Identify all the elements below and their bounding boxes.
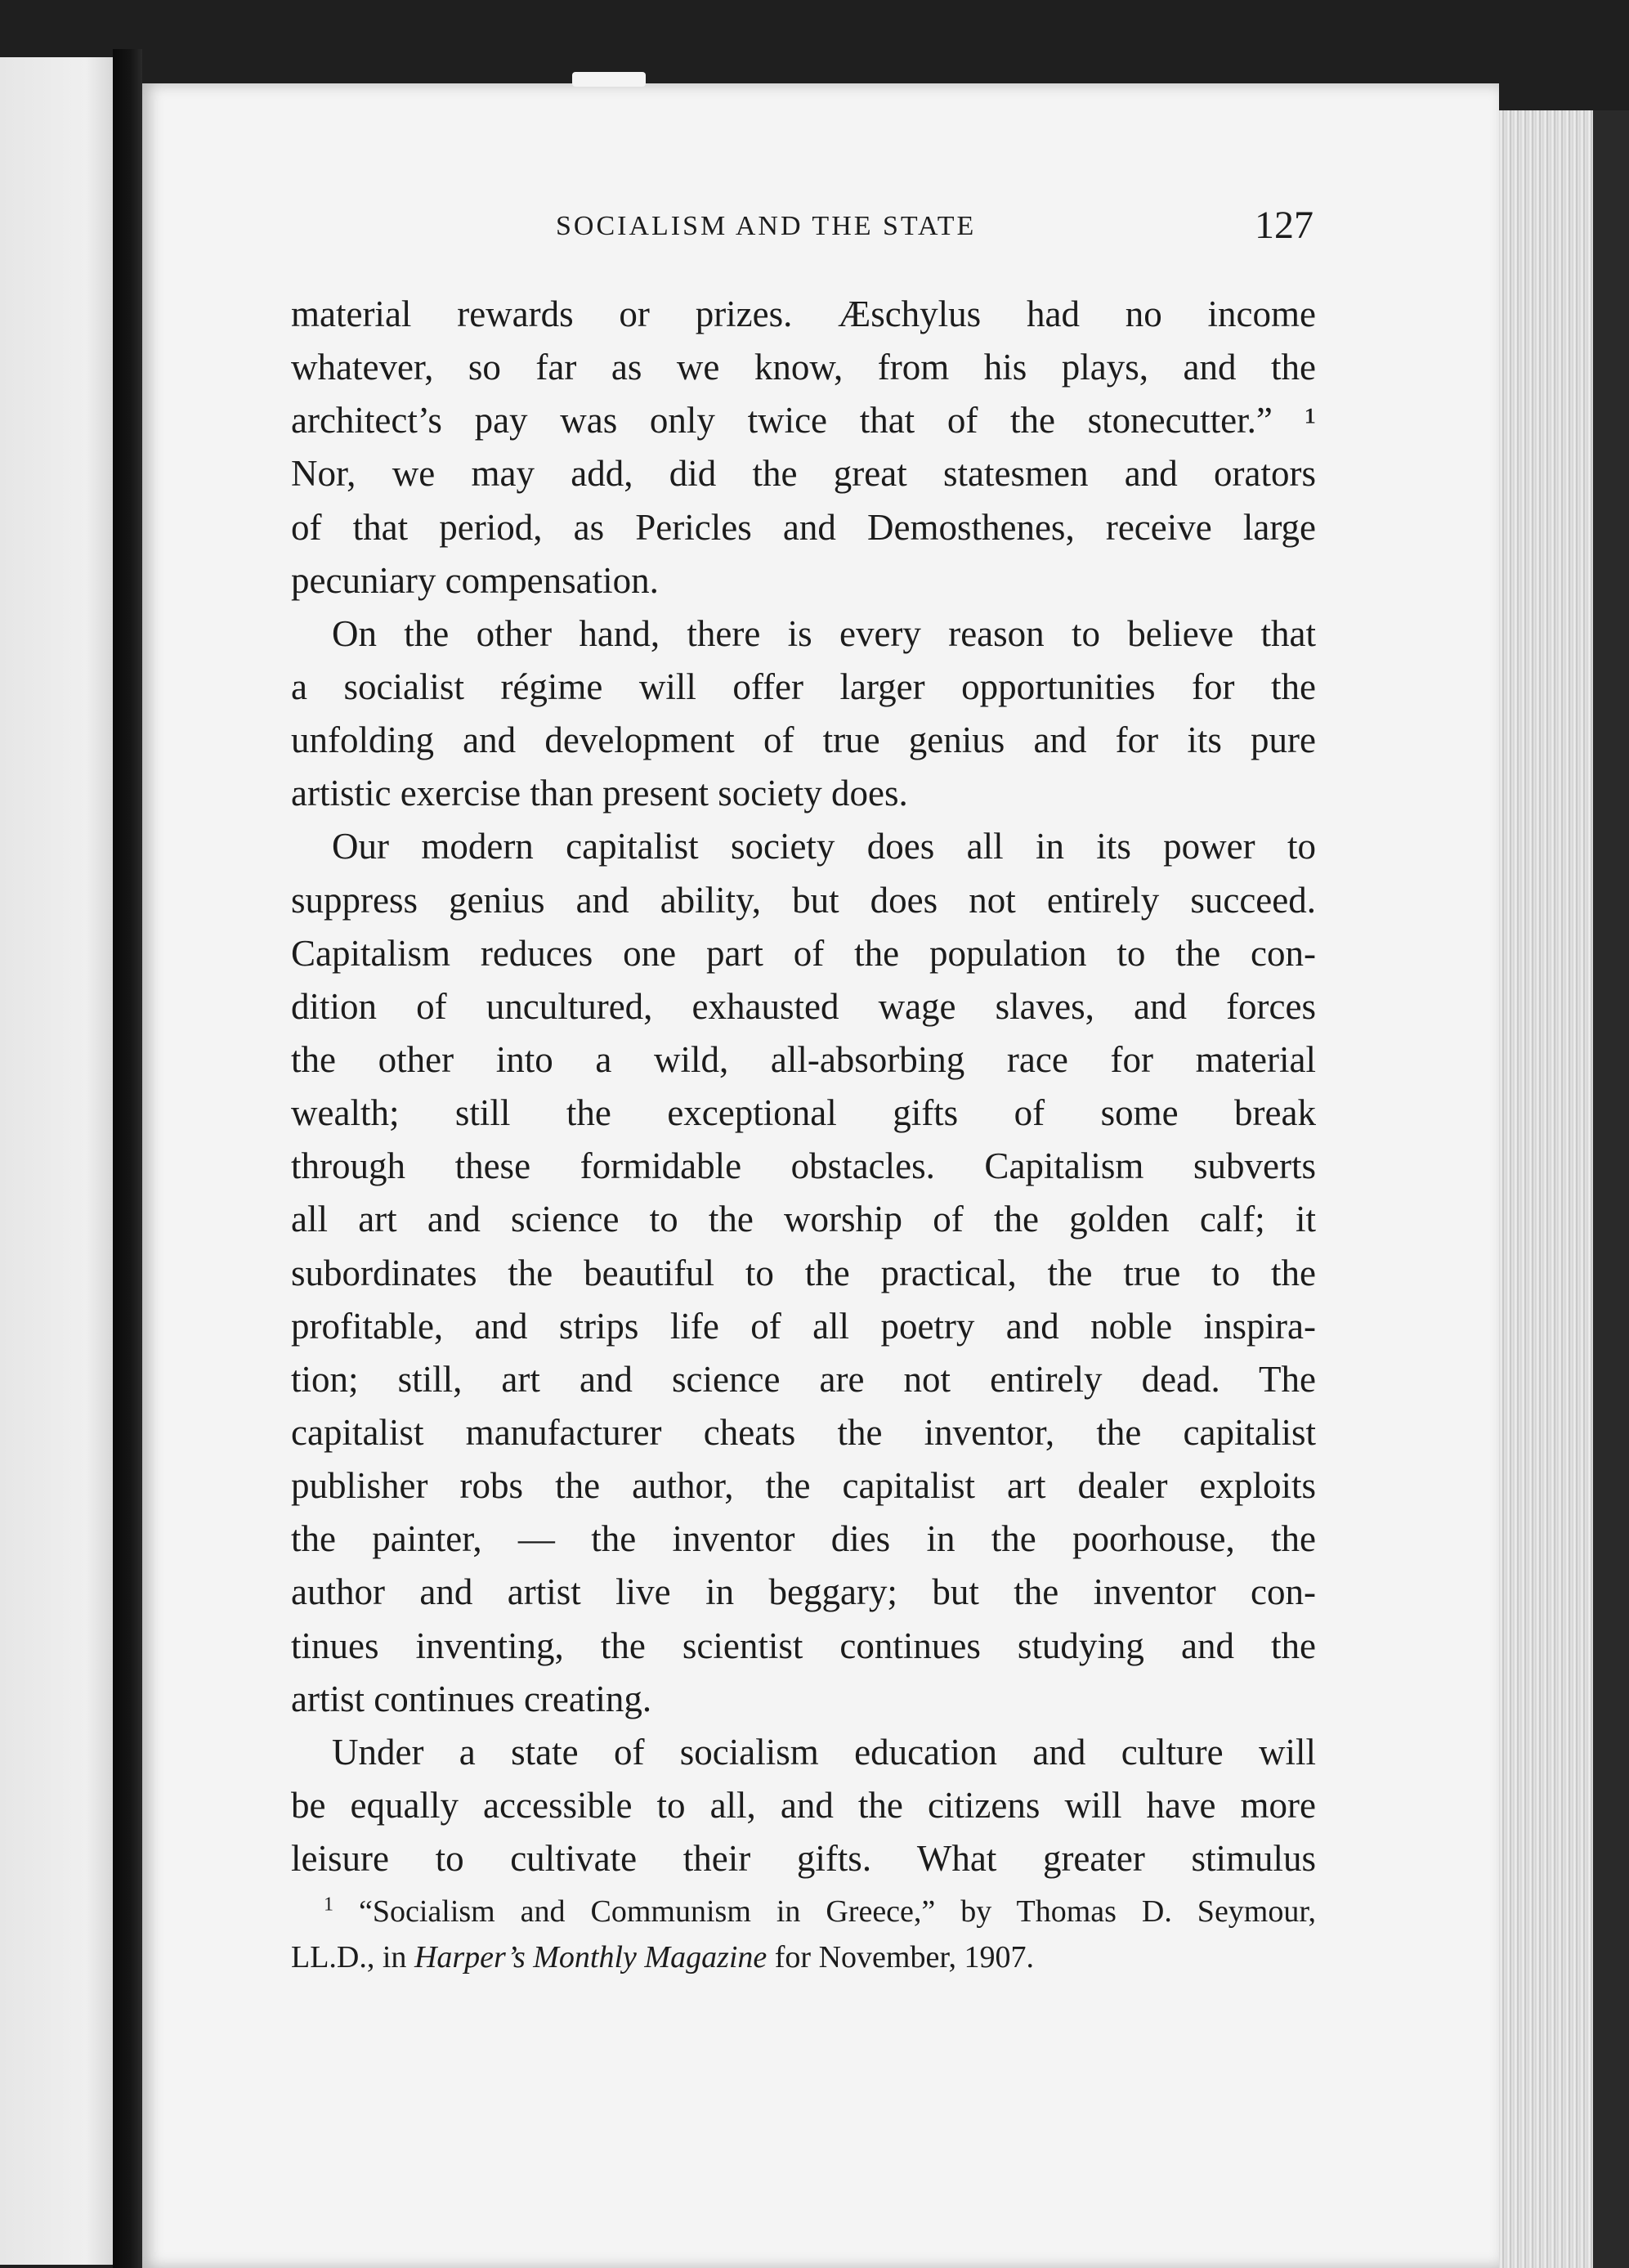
footnote-citation: “Socialism and Communism in Greece,” by Thomas D. Seymour, <box>358 1894 1316 1929</box>
text-line: Our modern capitalist society does all in its power to <box>332 826 1316 867</box>
top-page-notch <box>572 72 646 87</box>
text-line: the painter, — the inventor dies in the poorhouse, the <box>291 1518 1316 1560</box>
text-line: profitable, and strips life of all poetry and noble inspira- <box>291 1305 1316 1347</box>
text-line: pecuniary compensation. <box>291 559 659 601</box>
text-line: artistic exercise than present society does. <box>291 773 908 814</box>
text-line: author and artist live in beggary; but the inventor con- <box>291 1571 1316 1613</box>
text-line: Capitalism reduces one part of the population to the con- <box>291 932 1316 974</box>
text-line: Nor, we may add, did the great statesmen and orators <box>291 453 1316 495</box>
text-line: the other into a wild, all-absorbing race for material <box>291 1038 1316 1080</box>
text-line: dition of uncultured, exhausted wage slaves, and forces <box>291 985 1316 1027</box>
text-line: capitalist manufacturer cheats the inventor, the capitalist <box>291 1411 1316 1453</box>
text-line: suppress genius and ability, but does not entirely succeed. <box>291 879 1316 921</box>
text-line: of that period, as Pericles and Demosthenes, receive large <box>291 506 1316 548</box>
text-line: tinues inventing, the scientist continues studying and the <box>291 1625 1316 1666</box>
text-line: subordinates the beautiful to the practical, the true to the <box>291 1252 1316 1293</box>
footnote-line <box>291 1934 1316 1980</box>
text-line: unfolding and development of true genius and for its pure <box>291 719 1316 761</box>
text-line: material rewards or prizes. Æschylus had no income <box>291 294 1316 334</box>
footnote-prefix: LL.D., in <box>291 1940 414 1974</box>
running-head: SOCIALISM AND THE STATE <box>556 211 977 241</box>
text-line: be equally accessible to all, and the citizens will have more <box>291 1784 1316 1826</box>
text-line: artist continues creating. <box>291 1678 652 1719</box>
footnote-journal-title: Harper’s Monthly Magazine <box>414 1940 768 1974</box>
footnote-line <box>291 1889 1316 1934</box>
text-line: all art and science to the worship of the golden calf; it <box>291 1199 1316 1240</box>
text-line: Under a state of socialism education and culture will <box>332 1731 1316 1773</box>
page-edges-stack <box>1499 110 1593 2268</box>
body-text <box>291 288 1316 1885</box>
text-line: a socialist régime will offer larger opportunities for the <box>291 666 1316 707</box>
footnote <box>291 1889 1316 1980</box>
text-line: tion; still, art and science are not entirely dead. The <box>291 1358 1316 1400</box>
footnote-marker: 1 <box>324 1894 333 1916</box>
text-line: wealth; still the exceptional gifts of some break <box>291 1092 1316 1134</box>
facing-page-edge <box>0 57 123 2265</box>
text-line: On the other hand, there is every reason to believe that <box>332 612 1316 654</box>
right-shadow <box>1593 110 1629 2268</box>
text-line: publisher robs the author, the capitalist art dealer exploits <box>291 1465 1316 1507</box>
text-line: whatever, so far as we know, from his plays, and the <box>291 347 1316 388</box>
page-number: 127 <box>1255 204 1313 247</box>
text-line: leisure to cultivate their gifts. What greater stimulus <box>291 1838 1316 1880</box>
text-line: through these formidable obstacles. Capitalism subverts <box>291 1145 1316 1187</box>
book-gutter <box>113 49 142 2268</box>
text-line: architect’s pay was only twice that of the stonecutter.” ¹ <box>291 400 1316 441</box>
footnote-suffix: for November, 1907. <box>767 1940 1034 1974</box>
